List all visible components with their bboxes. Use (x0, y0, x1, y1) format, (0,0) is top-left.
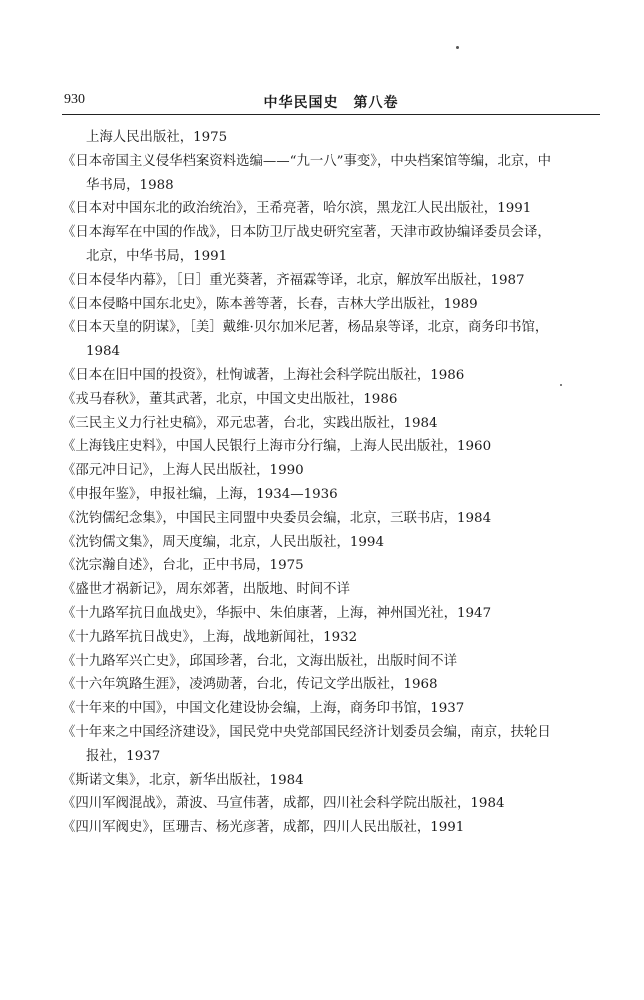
bibliography-list (62, 126, 598, 840)
bibliography-entry-line: 《申报年鉴》，申报社编，上海，1934—1936 (62, 486, 338, 502)
bibliography-entry-line: 《日本侵华内幕》，［日］重光葵著，齐福霖等译，北京，解放军出版社，1987 (62, 272, 525, 288)
bibliography-entry-line: 《邵元冲日记》，上海人民出版社，1990 (62, 463, 304, 479)
bibliography-entry-line: 《日本帝国主义侵华档案资料选编——“九一八”事变》，中央档案馆等编，北京，中 (62, 153, 552, 169)
bibliography-entry-line: 《十九路军抗日战史》，上海，战地新闻社，1932 (62, 629, 358, 645)
bibliography-entry-line: 《三民主义力行社史稿》，邓元忠著，台北，实践出版社，1984 (62, 415, 438, 431)
bibliography-entry-line: 《十年来的中国》，中国文化建设协会编，上海，商务印书馆，1937 (62, 701, 465, 717)
bibliography-entry-line: 《沈钧儒纪念集》，中国民主同盟中央委员会编，北京，三联书店，1984 (62, 510, 492, 526)
bibliography-entry-line: 《斯诺文集》，北京，新华出版社，1984 (62, 772, 304, 788)
bibliography-entry-line: 《四川军阀史》，匡珊吉、杨光彦著，成都，四川人民出版社，1991 (62, 820, 465, 836)
scan-speck (560, 384, 562, 386)
page-number: 930 (64, 92, 85, 107)
bibliography-entry-line: 《日本天皇的阴谋》，［美］戴维·贝尔加米尼著，杨品泉等译，北京，商务印书馆， (62, 320, 549, 336)
bibliography-entry-line: 《沈宗瀚自述》，台北，正中书局，1975 (62, 558, 304, 574)
bibliography-entry-line: 《日本海军在中国的作战》，日本防卫厅战史研究室著，天津市政协编译委员会译， (62, 225, 551, 241)
bibliography-continuation-line: 1984 (86, 344, 121, 360)
bibliography-entry-line: 《盛世才祸新记》，周东郊著，出版地、时间不详 (62, 582, 350, 598)
bibliography-entry-line: 《日本在旧中国的投资》，杜恂诚著，上海社会科学院出版社，1986 (62, 367, 465, 383)
running-title: 中华民国史 第八卷 (263, 95, 399, 111)
bibliography-entry-line: 《上海钱庄史料》，中国人民银行上海市分行编，上海人民出版社，1960 (62, 439, 492, 455)
bibliography-continuation-line: 报社，1937 (86, 748, 161, 764)
bibliography-entry-line: 《四川军阀混战》，萧波、马宣伟著，成都，四川社会科学院出版社，1984 (62, 796, 505, 812)
bibliography-entry-line: 《戎马春秋》，董其武著，北京，中国文史出版社，1986 (62, 391, 398, 407)
running-header (62, 92, 600, 115)
scan-speck (456, 46, 459, 49)
bibliography-continuation-line: 北京，中华书局，1991 (86, 248, 228, 264)
bibliography-entry-line: 《日本对中国东北的政治统治》，王希亮著，哈尔滨，黑龙江人民出版社，1991 (62, 201, 532, 217)
bibliography-continuation-line: 上海人民出版社，1975 (86, 130, 228, 145)
bibliography-entry-line: 《十九路军抗日血战史》，华振中、朱伯康著，上海，神州国光社，1947 (62, 605, 492, 621)
bibliography-entry-line: 《十九路军兴亡史》，邱国珍著，台北，文海出版社，出版时间不详 (62, 653, 458, 669)
bibliography-continuation-line: 华书局，1988 (86, 177, 174, 193)
bibliography-entry-line: 《日本侵略中国东北史》，陈本善等著，长春，吉林大学出版社，1989 (62, 296, 478, 312)
bibliography-entry-line: 《十六年筑路生涯》，凌鸿勋著，台北，传记文学出版社，1968 (62, 677, 438, 693)
bibliography-entry-line: 《十年来之中国经济建设》，国民党中央党部国民经济计划委员会编，南京，扶轮日 (62, 724, 551, 740)
bibliography-entry-line: 《沈钧儒文集》，周天度编，北京，人民出版社，1994 (62, 534, 384, 550)
